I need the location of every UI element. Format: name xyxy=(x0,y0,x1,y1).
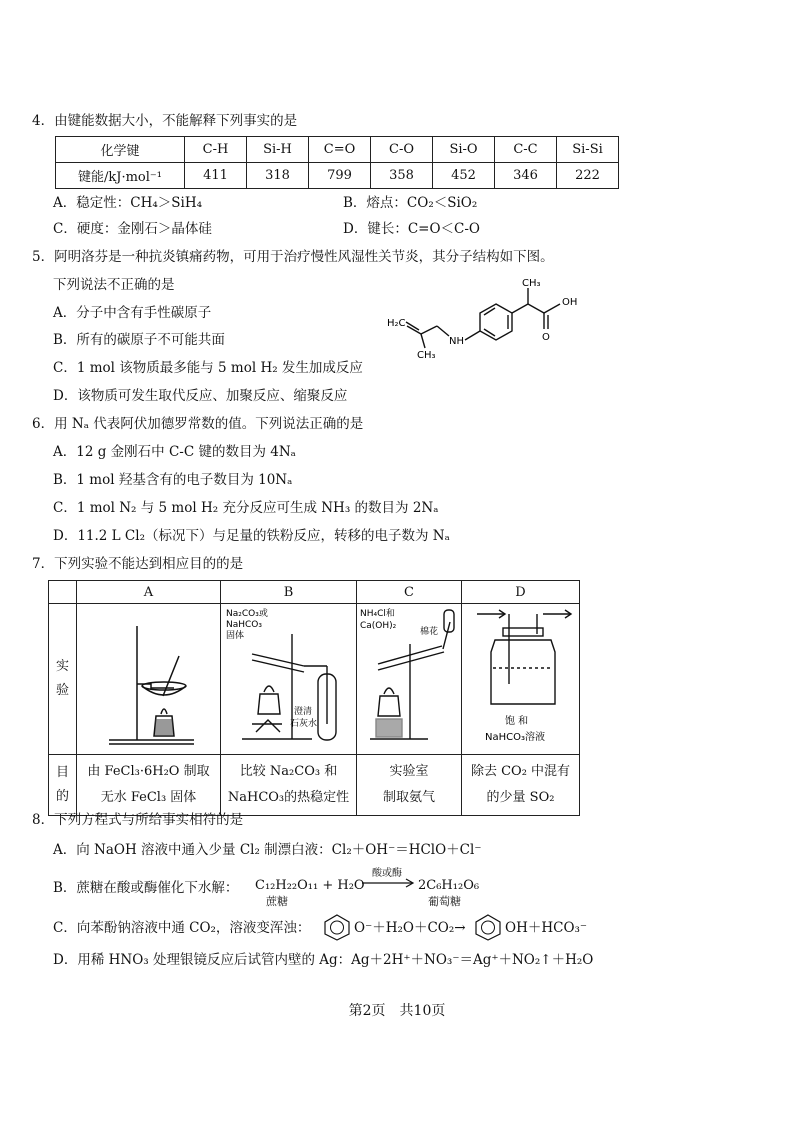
table-cell: 346 xyxy=(495,163,557,189)
thermal-stability-apparatus xyxy=(222,604,356,750)
bond-energy-table xyxy=(55,136,619,189)
gas-washing-apparatus xyxy=(463,604,579,750)
table-header-cell: C-H xyxy=(185,137,247,163)
q8-option-c-end: OH＋HCO₃⁻ xyxy=(505,920,588,936)
q8-option-b-catalyst: 酸或酶 xyxy=(372,868,402,879)
apparatus-d-cell xyxy=(462,604,580,755)
column-header-c: C xyxy=(357,581,462,604)
ch3-bottom-label: CH₃ xyxy=(417,350,436,361)
experiment-table xyxy=(48,580,580,816)
column-header-b: B xyxy=(221,581,357,604)
table-row xyxy=(49,581,580,604)
benzene-ring-icon xyxy=(473,913,503,941)
row-label-purpose: 目 的 xyxy=(49,755,77,816)
table-cell: 222 xyxy=(557,163,619,189)
purpose-b: 比较 Na₂CO₃ 和 NaHCO₃的热稳定性 xyxy=(221,755,357,816)
q6-option-b: B．1 mol 羟基含有的电子数目为 10Nₐ xyxy=(53,472,293,488)
table-cell: 799 xyxy=(309,163,371,189)
q5-sub-stem: 下列说法不正确的是 xyxy=(53,277,175,293)
evaporating-dish-apparatus xyxy=(79,604,219,750)
column-header-d: D xyxy=(462,581,580,604)
q8-option-c-prefix: C．向苯酚钠溶液中通 CO₂，溶液变浑浊： xyxy=(53,920,311,936)
nh-label: NH xyxy=(449,336,464,347)
purpose-a: 由 FeCl₃·6H₂O 制取 无水 FeCl₃ 固体 xyxy=(77,755,221,816)
b-solid-label-3: 固体 xyxy=(225,631,244,641)
table-header-cell: C=O xyxy=(309,137,371,163)
c-cotton-label: 棉花 xyxy=(419,627,438,637)
q8-option-c-mid: O⁻＋H₂O＋CO₂→ xyxy=(354,920,466,936)
c-reagent-label-2: Ca(OH)₂ xyxy=(359,621,396,631)
q8-option-b-left: C₁₂H₂₂O₁₁ + H₂O xyxy=(255,878,365,893)
q4-option-c: C．硬度：金刚石＞晶体硅 xyxy=(53,221,212,237)
table-row-label: 键能/kJ·mol⁻¹ xyxy=(56,163,185,189)
b-solid-label-2: NaHCO₃ xyxy=(225,620,262,630)
benzene-ring xyxy=(480,304,512,340)
table-row xyxy=(56,163,619,189)
table-cell: 452 xyxy=(433,163,495,189)
table-header-cell: Si-O xyxy=(433,137,495,163)
q6-option-a: A．12 g 金刚石中 C-C 键的数目为 4Nₐ xyxy=(53,444,296,460)
q5-option-b: B．所有的碳原子不可能共面 xyxy=(53,332,225,348)
reaction-arrow-icon xyxy=(360,878,416,888)
oh-label: OH xyxy=(562,297,578,308)
benzene-ring-icon xyxy=(322,913,352,941)
o-label: O xyxy=(542,332,550,343)
table-row xyxy=(56,137,619,163)
d-solution-label-1: 饱 和 xyxy=(504,716,528,727)
q8-option-b-name-left: 蔗糖 xyxy=(266,895,288,908)
q5-stem: 5．阿明洛芬是一种抗炎镇痛药物，可用于治疗慢性风湿性关节炎，其分子结构如下图。 xyxy=(32,249,554,265)
q8-option-b-prefix: B．蔗糖在酸或酶催化下水解： xyxy=(53,880,239,896)
q7-stem: 7．下列实验不能达到相应目的的是 xyxy=(32,556,244,572)
column-header-a: A xyxy=(77,581,221,604)
table-cell: 411 xyxy=(185,163,247,189)
purpose-d: 除去 CO₂ 中混有 的少量 SO₂ xyxy=(462,755,580,816)
apparatus-c-cell xyxy=(357,604,462,755)
table-cell: 358 xyxy=(371,163,433,189)
q5-option-d: D．该物质可发生取代反应、加聚反应、缩聚反应 xyxy=(53,388,348,404)
row-label-experiment: 实 验 xyxy=(49,604,77,755)
q6-stem: 6．用 Nₐ 代表阿伏加德罗常数的值。下列说法正确的是 xyxy=(32,416,364,432)
b-solid-label-1: Na₂CO₃或 xyxy=(225,609,268,619)
table-header-label: 化学键 xyxy=(56,137,185,163)
ch3-top-label: CH₃ xyxy=(522,278,541,289)
q5-option-a: A．分子中含有手性碳原子 xyxy=(53,305,212,321)
apparatus-b-cell xyxy=(221,604,357,755)
b-water-label-1: 澄清 xyxy=(293,707,312,717)
q8-option-b-right: 2C₆H₁₂O₆ xyxy=(418,878,480,893)
q8-option-a: A．向 NaOH 溶液中通入少量 Cl₂ 制漂白液：Cl₂＋OH⁻＝HClO＋Cl⁻ xyxy=(53,842,482,858)
table-header-cell: C-O xyxy=(371,137,433,163)
table-row xyxy=(49,604,580,755)
ampiroxicam-structure-diagram xyxy=(385,270,595,370)
q8-stem: 8．下列方程式与所给事实相符的是 xyxy=(32,812,244,828)
q4-option-a: A．稳定性：CH₄＞SiH₄ xyxy=(53,195,203,211)
d-solution-label-2: NaHCO₃溶液 xyxy=(484,732,545,743)
b-water-label-2: 石灰水 xyxy=(289,719,317,729)
q5-option-c: C．1 mol 该物质最多能与 5 mol H₂ 发生加成反应 xyxy=(53,360,363,376)
q6-option-d: D．11.2 L Cl₂（标况下）与足量的铁粉反应，转移的电子数为 Nₐ xyxy=(53,528,450,544)
q4-option-b: B．熔点：CO₂＜SiO₂ xyxy=(343,195,478,211)
q8-option-b-name-right: 葡萄糖 xyxy=(428,895,461,908)
h2c-label: H₂C xyxy=(387,318,406,329)
table-row xyxy=(49,755,580,816)
q4-stem: 4．由键能数据大小，不能解释下列事实的是 xyxy=(32,113,298,129)
table-header-cell: Si-Si xyxy=(557,137,619,163)
q6-option-c: C．1 mol N₂ 与 5 mol H₂ 充分反应可生成 NH₃ 的数目为 2Nₐ xyxy=(53,500,439,516)
page-footer: 第2页 共10页 xyxy=(348,1003,446,1019)
purpose-c: 实验室 制取氨气 xyxy=(357,755,462,816)
ammonia-apparatus xyxy=(358,604,461,750)
table-header-cell: C-C xyxy=(495,137,557,163)
q8-option-d: D．用稀 HNO₃ 处理银镜反应后试管内壁的 Ag：Ag＋2H⁺＋NO₃⁻＝Ag⁺＋NO₂↑＋H₂O xyxy=(53,952,594,968)
apparatus-a-cell xyxy=(77,604,221,755)
table-cell: 318 xyxy=(247,163,309,189)
q4-option-d: D．键长：C=O＜C-O xyxy=(343,221,480,237)
c-reagent-label-1: NH₄Cl和 xyxy=(359,609,395,619)
table-header-cell: Si-H xyxy=(247,137,309,163)
